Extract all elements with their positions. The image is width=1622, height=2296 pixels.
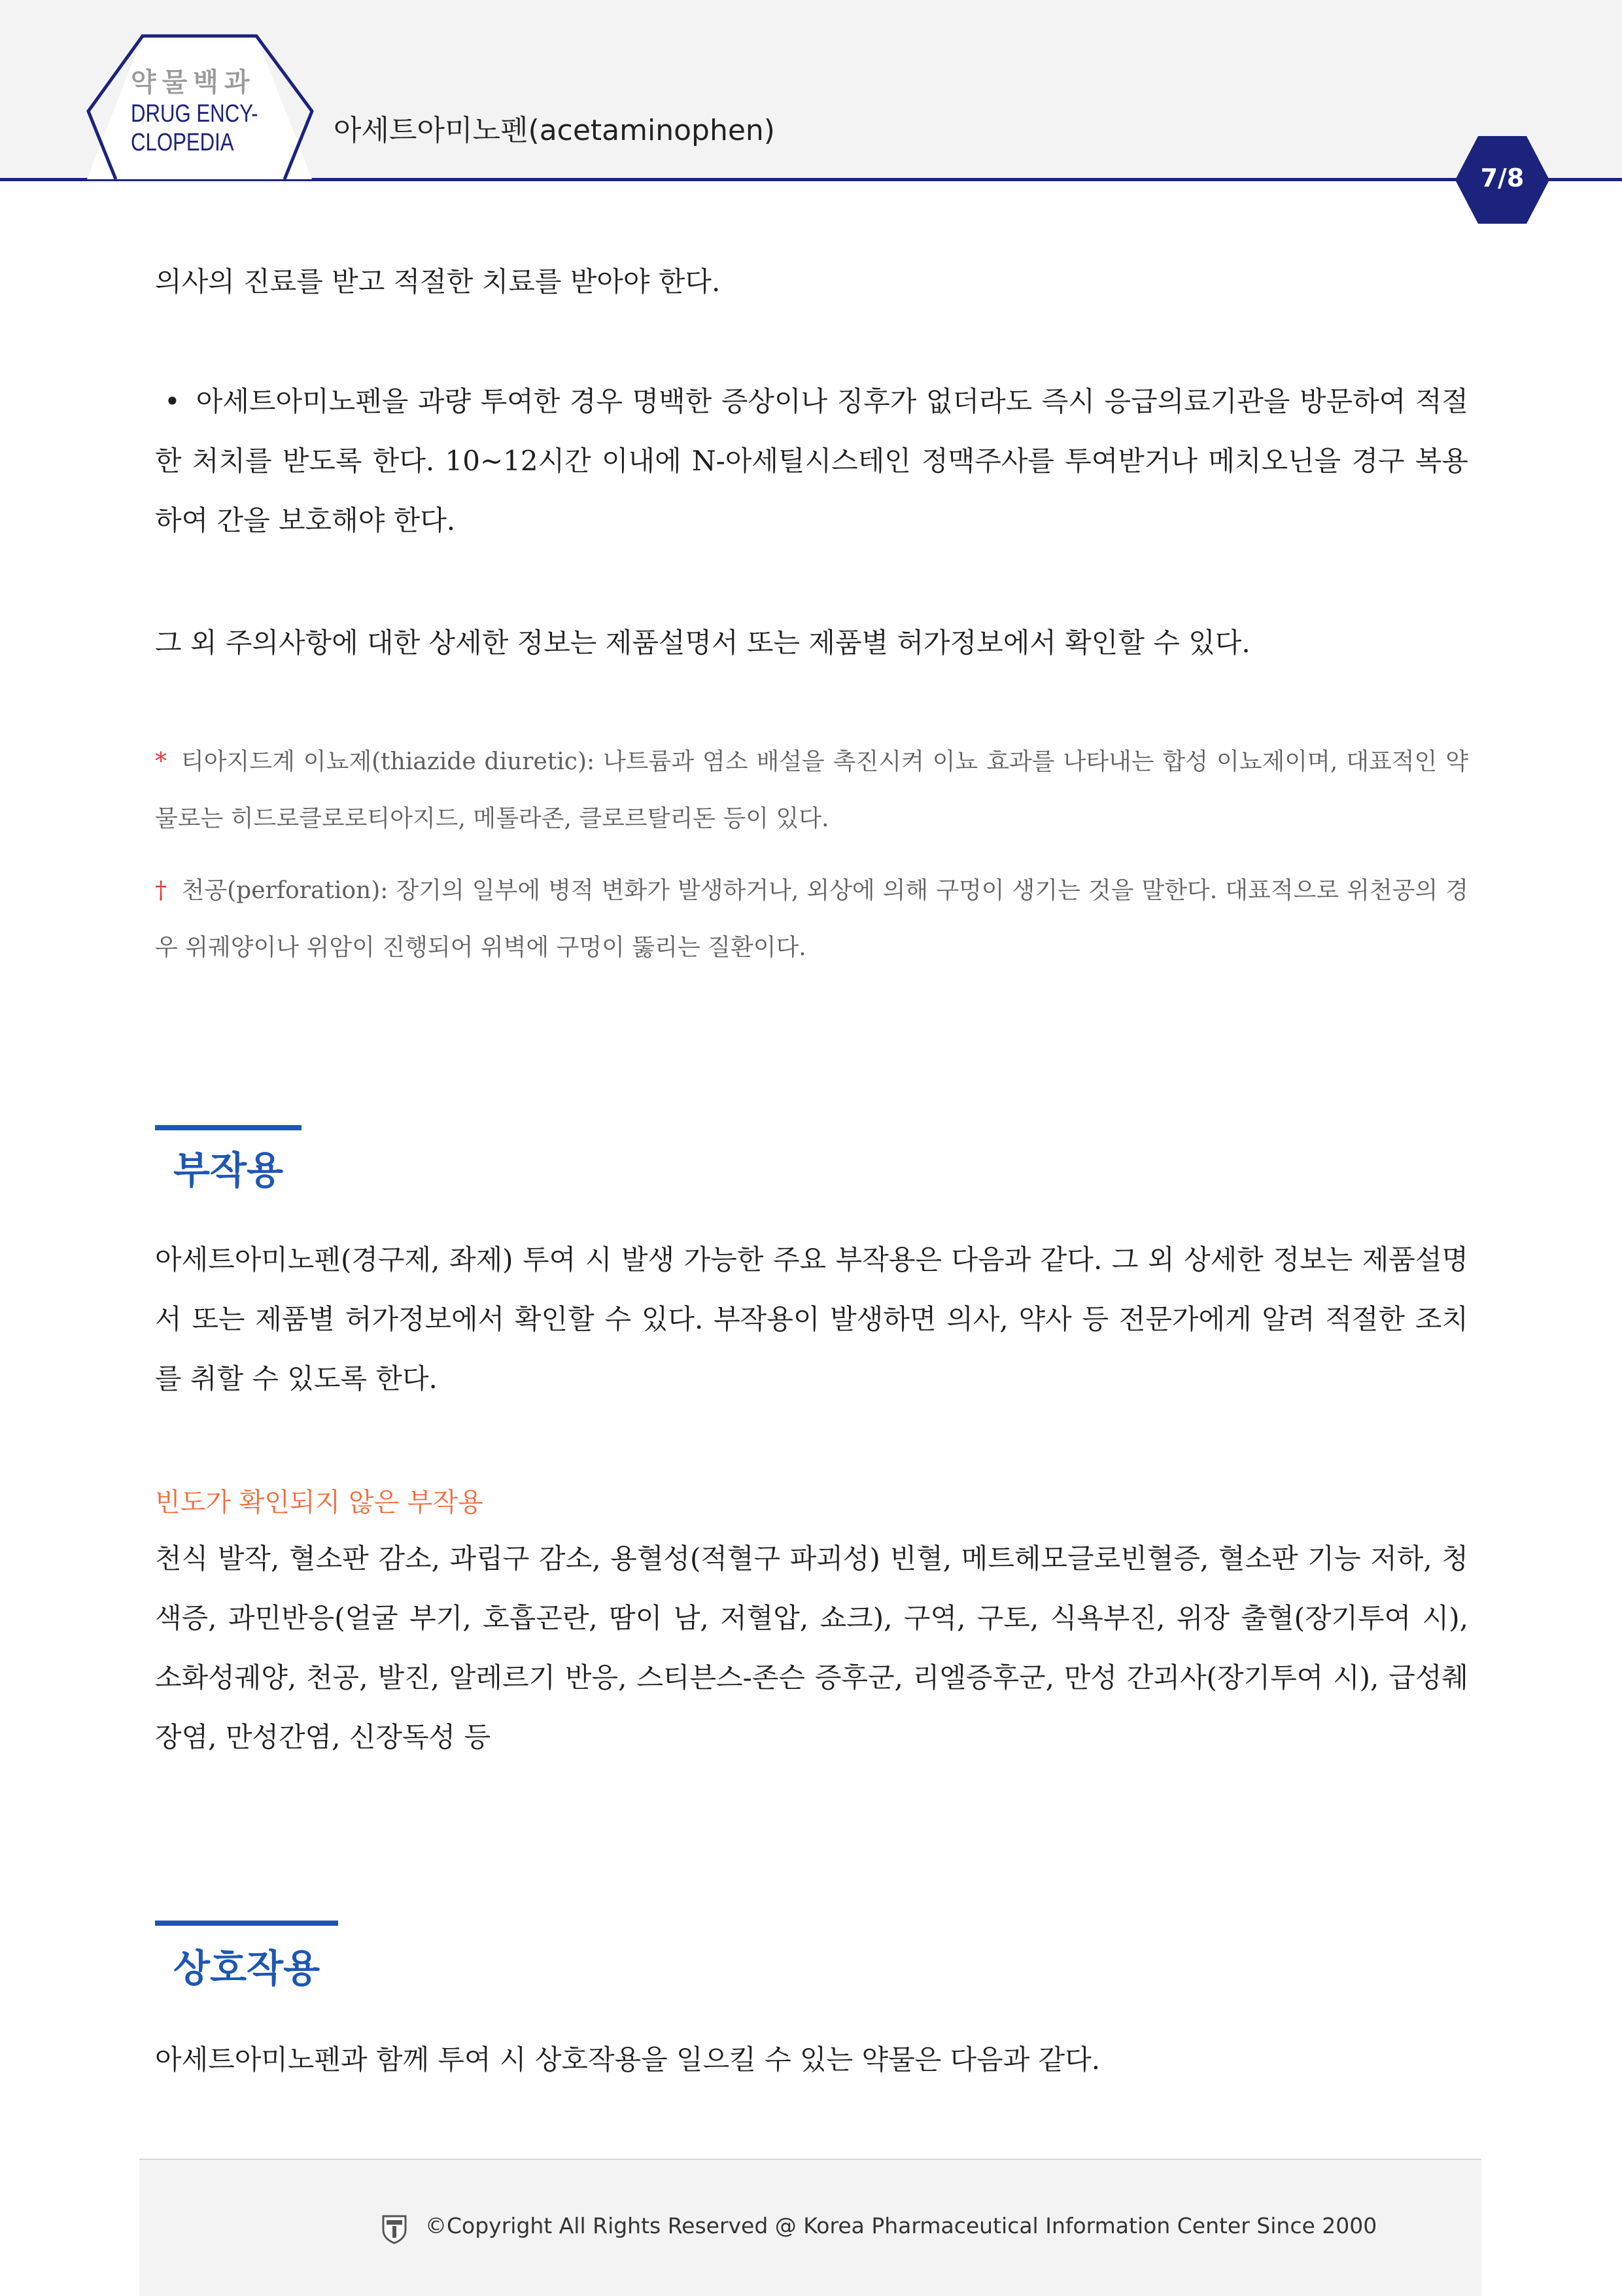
- document-title: 아세트아미노펜(acetaminophen): [334, 114, 775, 147]
- section-heading-interactions: 상호작용: [173, 1946, 320, 1991]
- footnote-dagger-marker: †: [155, 877, 167, 904]
- section-underline-side-effects: [155, 1125, 302, 1130]
- logo-english-line1: DRUG ENCY-: [131, 100, 258, 128]
- logo-english-line2: CLOPEDIA: [131, 129, 234, 156]
- logo: [131, 65, 301, 157]
- footnote-asterisk-marker: *: [155, 748, 167, 775]
- paragraph-more-info: 그 외 주의사항에 대한 상세한 정보는 제품설명서 또는 제품별 허가정보에서 확인할 수 있다.: [155, 627, 1251, 659]
- paragraph-side-effects-intro: 아세트아미노펜(경구제, 좌제) 투여 시 발생 가능한 주요 부작용은 다음과 같다. 그 외 상세한 정보는 제품설명서 또는 제품별 허가정보에서 확인할 수 있다. 부작용이 발생하면 의사, 약사 등 전문가에게 알려 적절한 조치를 취할 수 있도록 한다.: [155, 1244, 1468, 1395]
- page-number: 7/8: [1480, 164, 1525, 192]
- footnote-perforation-text: 천공(perforation): 장기의 일부에 병적 변화가 발생하거나, 외상에 의해 구멍이 생기는 것을 말한다. 대표적으로 위천공의 경우 위궤양이나 위암이 진행되어 위벽에 구멍이 뚫리는 질환이다.: [155, 877, 1469, 961]
- footer-copyright: ©Copyright All Rights Reserved @ Korea Pharmaceutical Information Center Since 2000: [425, 2213, 1377, 2238]
- bullet-marker: •: [164, 385, 181, 417]
- paragraph-overdose: [155, 372, 1468, 550]
- footnote-perforation: [155, 862, 1468, 976]
- logo-korean: 약물백과: [131, 67, 256, 97]
- paragraph-side-effects-list: 천식 발작, 혈소판 감소, 과립구 감소, 용혈성(적혈구 파괴성) 빈혈, 메트헤모글로빈혈증, 혈소판 기능 저하, 청색증, 과민반응(얼굴 부기, 호흡곤란, 땀이 남, 저혈압, 쇼크), 구역, 구토, 식욕부진, 위장 출혈(장기투여 시), 소화성궤양, 천공, 발진, 알레르기 반응, 스티븐스-존슨 증후군, 리엘증후군, 만성 간괴사(장기투여 시), 급성췌장염, 만성간염, 신장독성 등: [155, 1542, 1468, 1753]
- paragraph-interactions-intro: 아세트아미노펜과 함께 투여 시 상호작용을 일으킬 수 있는 약물은 다음과 같다.: [155, 2044, 1101, 2076]
- paragraph-consult-doctor: 의사의 진료를 받고 적절한 치료를 받아야 한다.: [155, 266, 721, 298]
- section-heading-side-effects: 부작용: [173, 1148, 284, 1192]
- section-underline-interactions: [155, 1921, 338, 1926]
- footnote-thiazide-text: 티아지드계 이뇨제(thiazide diuretic): 나트륨과 염소 배설을 촉진시켜 이뇨 효과를 나타내는 합성 이뇨제이며, 대표적인 약물로는 히드로클로로티아지드, 메톨라존, 클로르탈리돈 등이 있다.: [155, 748, 1468, 832]
- kpic-shield-icon: [381, 2214, 407, 2244]
- subheading-unknown-frequency: 빈도가 확인되지 않은 부작용: [155, 1487, 483, 1518]
- footnote-thiazide: [155, 733, 1468, 847]
- paragraph-overdose-text: 아세트아미노펜을 과량 투여한 경우 명백한 증상이나 징후가 없더라도 즉시 응급의료기관을 방문하여 적절한 처치를 받도록 한다. 10~12시간 이내에 N-아세틸시스테인 정맥주사를 투여받거나 메치오닌을 경구 복용하여 간을 보호해야 한다.: [155, 385, 1468, 536]
